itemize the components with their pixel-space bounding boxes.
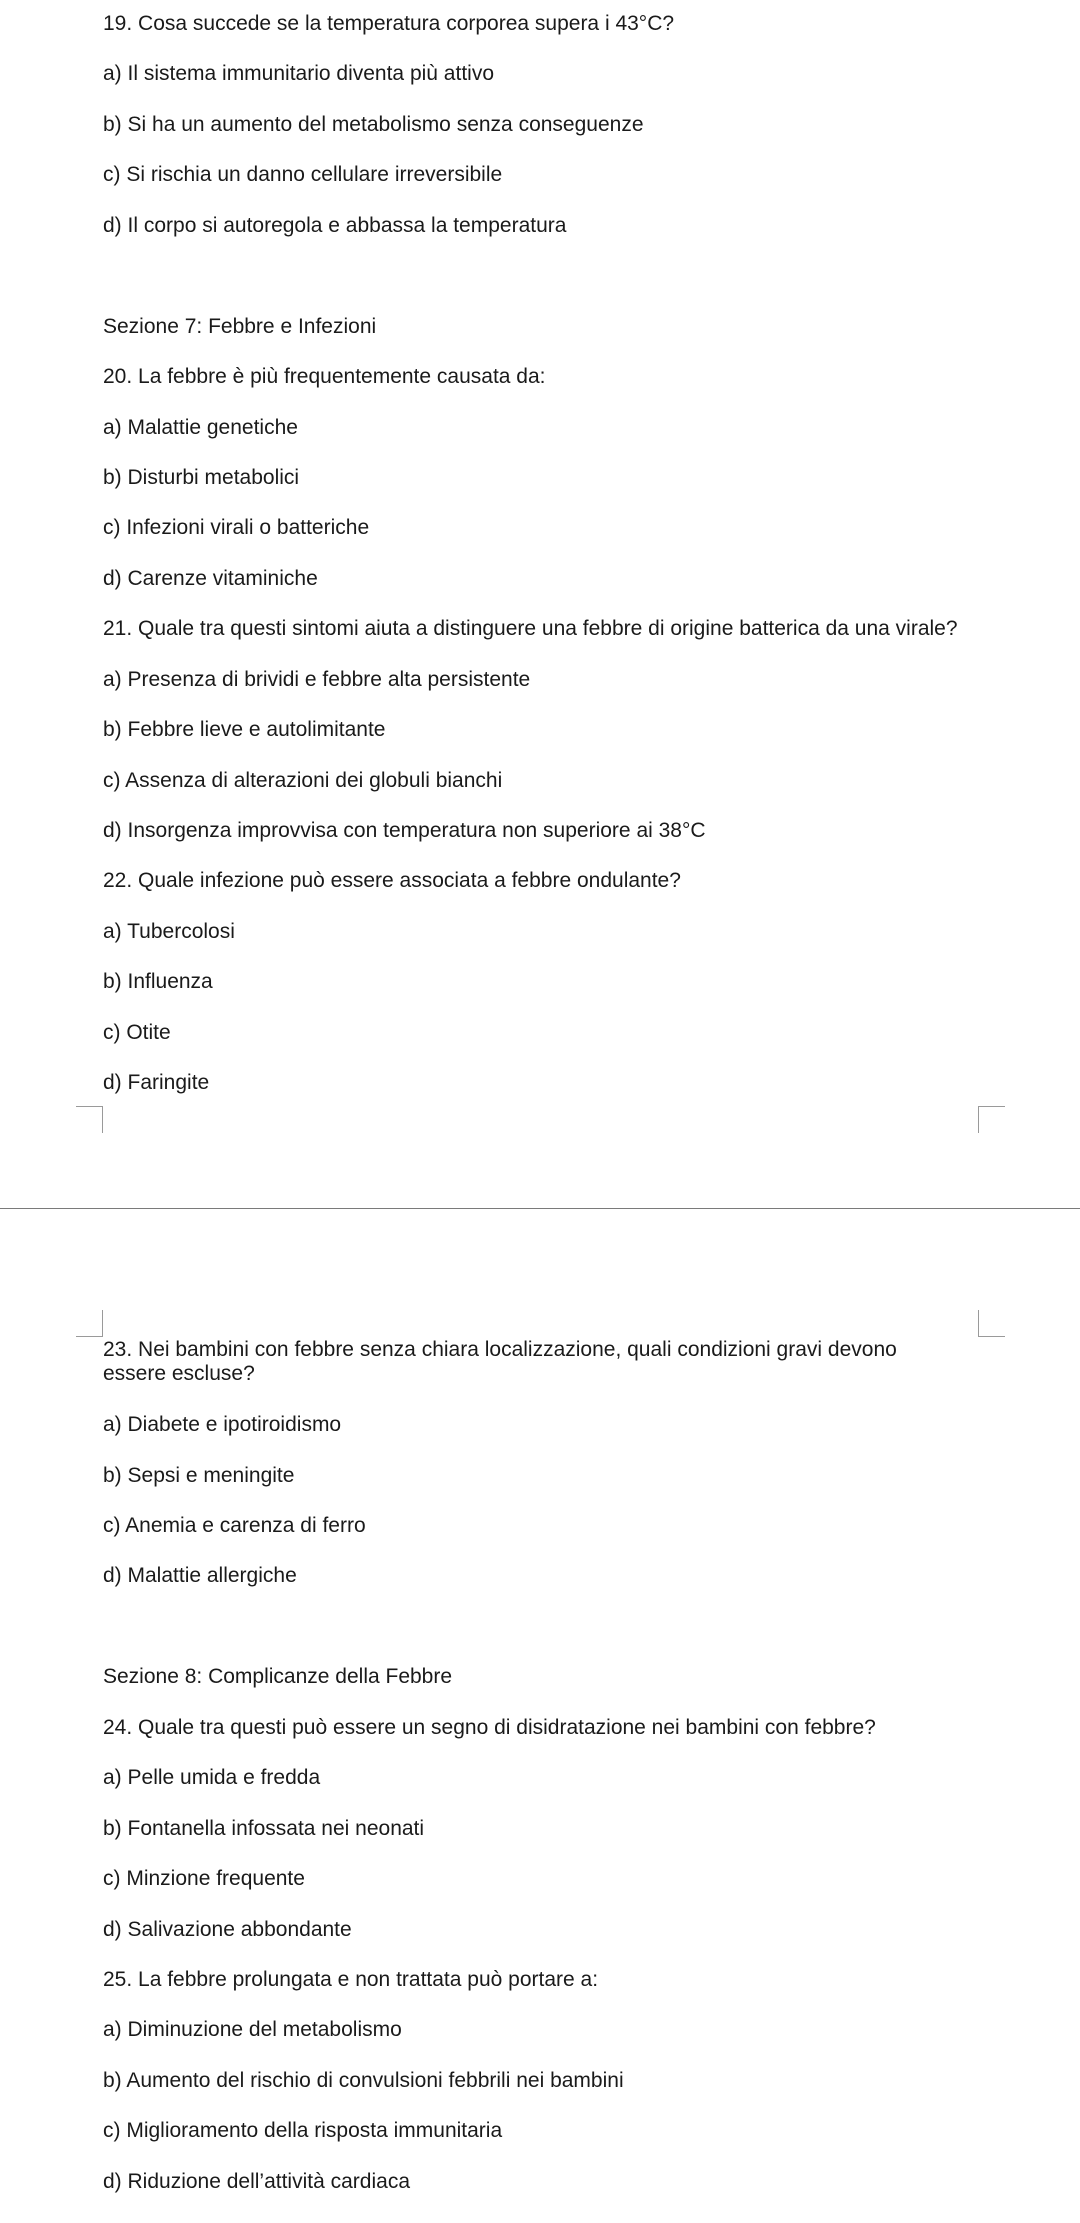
option-19-b: b) Si ha un aumento del metabolismo senza conseguenze [103,113,644,136]
section-7-heading: Sezione 7: Febbre e Infezioni [103,315,377,338]
option-20-b: b) Disturbi metabolici [103,466,300,489]
option-25-b: b) Aumento del rischio di convulsioni febbrili nei bambini [103,2069,624,2092]
option-21-a: a) Presenza di brividi e febbre alta persistente [103,668,531,691]
option-24-b: b) Fontanella infossata nei neonati [103,1817,425,1840]
option-25-d: d) Riduzione dell’attività cardiaca [103,2170,410,2193]
question-25: 25. La febbre prolungata e non trattata può portare a: [103,1968,599,1991]
question-24: 24. Quale tra questi può essere un segno di disidratazione nei bambini con febbre? [103,1716,876,1739]
option-20-a: a) Malattie genetiche [103,416,298,439]
page-margin-corner-mark [978,1310,1005,1337]
question-20: 20. La febbre è più frequentemente causata da: [103,365,546,388]
page-margin-corner-mark [76,1106,103,1133]
option-19-d: d) Il corpo si autoregola e abbassa la temperatura [103,214,567,237]
option-23-d: d) Malattie allergiche [103,1564,297,1587]
option-22-a: a) Tubercolosi [103,920,235,943]
page-break-divider [0,1208,1080,1209]
option-19-a: a) Il sistema immunitario diventa più attivo [103,62,494,85]
option-24-d: d) Salivazione abbondante [103,1918,352,1941]
option-24-a: a) Pelle umida e fredda [103,1766,321,1789]
option-21-d: d) Insorgenza improvvisa con temperatura non superiore ai 38°C [103,819,706,842]
page-margin-corner-mark [978,1106,1005,1133]
option-21-b: b) Febbre lieve e autolimitante [103,718,386,741]
section-8-heading: Sezione 8: Complicanze della Febbre [103,1665,453,1688]
option-23-c: c) Anemia e carenza di ferro [103,1514,366,1537]
option-20-c: c) Infezioni virali o batteriche [103,516,370,539]
option-22-c: c) Otite [103,1021,171,1044]
option-25-c: c) Miglioramento della risposta immunitaria [103,2119,503,2142]
option-20-d: d) Carenze vitaminiche [103,567,318,590]
option-19-c: c) Si rischia un danno cellulare irreversibile [103,163,503,186]
question-23: 23. Nei bambini con febbre senza chiara localizzazione, quali condizioni gravi devono essere escluse? [103,1338,897,1385]
option-23-b: b) Sepsi e meningite [103,1464,295,1487]
option-21-c: c) Assenza di alterazioni dei globuli bianchi [103,769,503,792]
option-22-d: d) Faringite [103,1071,210,1094]
question-19: 19. Cosa succede se la temperatura corporea supera i 43°C? [103,12,675,35]
option-22-b: b) Influenza [103,970,213,993]
option-24-c: c) Minzione frequente [103,1867,305,1890]
option-25-a: a) Diminuzione del metabolismo [103,2018,402,2041]
question-22: 22. Quale infezione può essere associata a febbre ondulante? [103,869,681,892]
question-21: 21. Quale tra questi sintomi aiuta a distinguere una febbre di origine batterica da una virale? [103,617,958,640]
page-margin-corner-mark [76,1310,103,1337]
option-23-a: a) Diabete e ipotiroidismo [103,1413,342,1436]
